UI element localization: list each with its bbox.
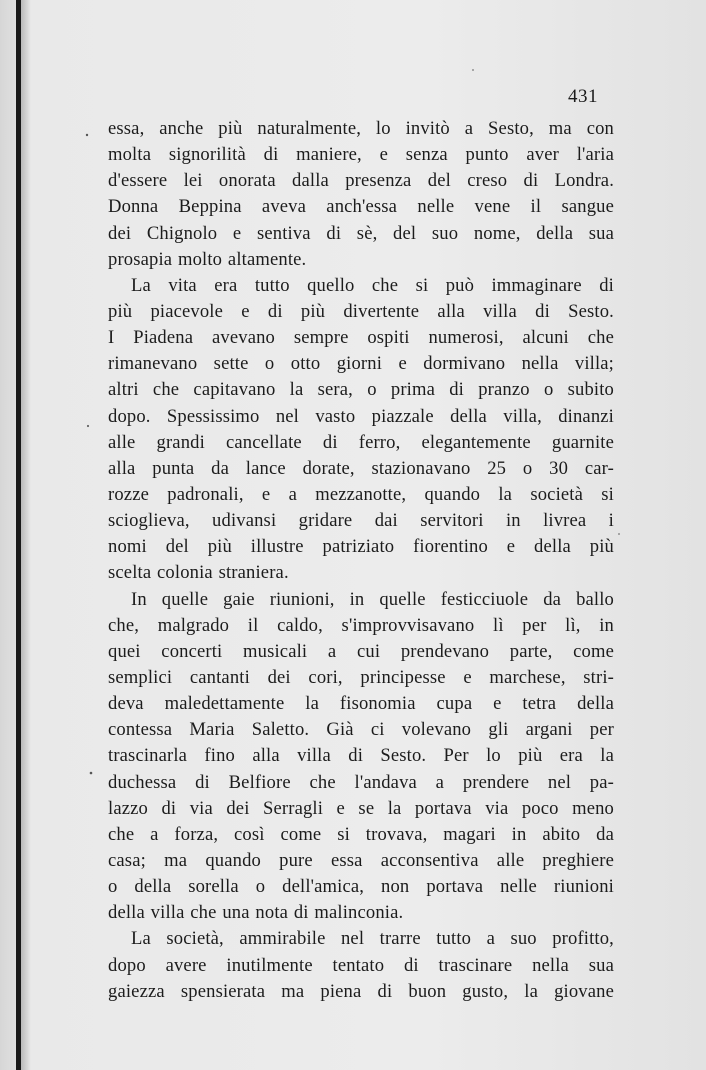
text-line: della villa che una nota di malinconia. — [108, 902, 404, 924]
text-line: Donna Beppina aveva anch'essa nelle vene il sangue — [108, 196, 614, 218]
text-line: La società, ammirabile nel trarre tutto a suo profitto, — [131, 928, 614, 950]
text-line: dei Chignolo e sentiva di sè, del suo nome, della sua — [108, 222, 614, 244]
text-line: lazzo di via dei Serragli e se la portava via poco meno — [108, 797, 614, 819]
text-line: La vita era tutto quello che si può immaginare di — [131, 274, 614, 296]
text-line: quei concerti musicali a cui prendevano parte, come — [108, 640, 614, 662]
text-line: I Piadena avevano sempre ospiti numerosi, alcuni che — [108, 327, 614, 349]
text-line: semplici cantanti dei cori, principesse e marchese, stri- — [108, 666, 614, 688]
text-line: molta signorilità di maniere, e senza punto aver l'aria — [108, 144, 614, 166]
text-line: contessa Maria Saletto. Già ci volevano gli argani per — [108, 719, 614, 741]
text-line: altri che capitavano la sera, o prima di pranzo o subito — [108, 379, 614, 401]
text-line: In quelle gaie riunioni, in quelle festicciuole da ballo — [131, 588, 614, 610]
binding-shadow — [21, 0, 31, 1070]
text-line: più piacevole e di più divertente alla villa di Sesto. — [108, 300, 614, 322]
text-line: gaiezza spensierata ma piena di buon gusto, la giovane — [108, 980, 614, 1002]
text-line: alle grandi cancellate di ferro, elegantemente guarnite — [108, 431, 614, 453]
text-line: prosapia molto altamente. — [108, 248, 307, 270]
page-number: 431 — [568, 86, 598, 107]
text-line: nomi del più illustre patriziato fiorentino e della più — [108, 536, 614, 558]
text-line: casa; ma quando pure essa acconsentiva alle preghiere — [108, 849, 614, 871]
text-line: rimanevano sette o otto giorni e dormivano nella villa; — [108, 353, 614, 375]
text-line: deva maledettamente la fisonomia cupa e tetra della — [108, 693, 614, 715]
text-line: scioglieva, udivansi gridare dai servitori in livrea i — [108, 510, 614, 532]
text-line: o della sorella o dell'amica, non portava nelle riunioni — [108, 876, 614, 898]
text-line: rozze padronali, e a mezzanotte, quando la società si — [108, 483, 614, 505]
text-line: duchessa di Belfiore che l'andava a prendere nel pa- — [108, 771, 614, 793]
text-line: alla punta da lance dorate, stazionavano 25 o 30 car- — [108, 457, 614, 479]
text-line: dopo avere inutilmente tentato di trascinare nella sua — [108, 954, 614, 976]
text-line: scelta colonia straniera. — [108, 562, 289, 584]
text-line: d'essere lei onorata dalla presenza del creso di Londra. — [108, 170, 614, 192]
text-line: che, malgrado il caldo, s'improvvisavano lì per lì, in — [108, 614, 614, 636]
text-line: che a forza, così come si trovava, magari in abito da — [108, 823, 614, 845]
body-text — [108, 116, 614, 1005]
text-line: trascinarla fino alla villa di Sesto. Per lo più era la — [108, 745, 614, 767]
text-line: essa, anche più naturalmente, lo invitò a Sesto, ma con — [108, 118, 614, 139]
text-line: dopo. Spessissimo nel vasto piazzale della villa, dinanzi — [108, 405, 614, 427]
